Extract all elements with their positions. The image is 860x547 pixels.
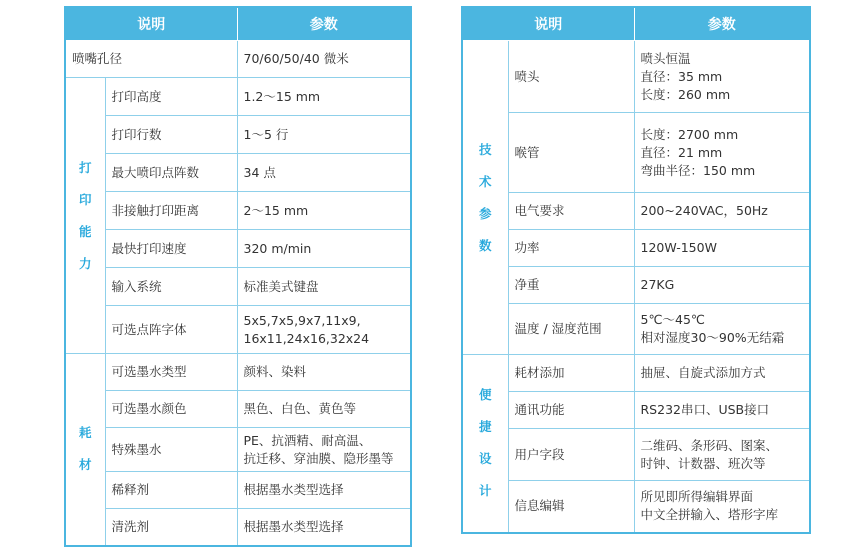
- row-label: 净重: [508, 267, 634, 304]
- row-value: 颜料、染料: [237, 354, 411, 391]
- row-label: 非接触打印距离: [105, 192, 237, 230]
- table-row: [462, 193, 810, 230]
- row-value: RS232串口、USB接口: [634, 392, 810, 429]
- category-consumables: 耗 材: [65, 354, 105, 546]
- row-value: 长度：2700 mm 直径：21 mm 弯曲半径：150 mm: [634, 113, 810, 193]
- table-row: [65, 192, 411, 230]
- table-row: [65, 428, 411, 472]
- row-label: 打印高度: [105, 78, 237, 116]
- row-value: 70/60/50/40 微米: [237, 41, 411, 78]
- row-value: 二维码、条形码、图案、 时钟、计数器、班次等: [634, 429, 810, 481]
- header-param: 参数: [634, 7, 810, 41]
- row-label: 电气要求: [508, 193, 634, 230]
- row-value: 1.2～15 mm: [237, 78, 411, 116]
- row-value: 1～5 行: [237, 116, 411, 154]
- table-row: [462, 481, 810, 533]
- table-row: [65, 116, 411, 154]
- row-label: 功率: [508, 230, 634, 267]
- table-row: [65, 509, 411, 546]
- table-row: [462, 304, 810, 355]
- row-label: 喉管: [508, 113, 634, 193]
- row-value: 根据墨水类型选择: [237, 509, 411, 546]
- table-row: [65, 268, 411, 306]
- spec-table-left: [64, 6, 412, 547]
- table-header-row: [462, 7, 810, 41]
- row-label: 可选墨水类型: [105, 354, 237, 391]
- table-row: [462, 429, 810, 481]
- row-label: 用户字段: [508, 429, 634, 481]
- table-row: [65, 354, 411, 391]
- table-row: [462, 41, 810, 113]
- table-row: [462, 355, 810, 392]
- row-label: 打印行数: [105, 116, 237, 154]
- row-value: 2～15 mm: [237, 192, 411, 230]
- row-label: 可选墨水颜色: [105, 391, 237, 428]
- table-row: [65, 391, 411, 428]
- row-value: PE、抗酒精、耐高温、 抗迁移、穿油膜、隐形墨等: [237, 428, 411, 472]
- header-desc: 说明: [462, 7, 634, 41]
- row-label: 清洗剂: [105, 509, 237, 546]
- category-print-capability: 打 印 能 力: [65, 78, 105, 354]
- category-tech-params: 技 术 参 数: [462, 41, 508, 355]
- row-label: 可选点阵字体: [105, 306, 237, 354]
- table-row: [462, 392, 810, 429]
- row-label: 信息编辑: [508, 481, 634, 533]
- table-row: [462, 267, 810, 304]
- row-label: 特殊墨水: [105, 428, 237, 472]
- table-row: [65, 154, 411, 192]
- table-row: [462, 113, 810, 193]
- header-desc: 说明: [65, 7, 237, 41]
- row-label: 输入系统: [105, 268, 237, 306]
- row-label: 温度 / 湿度范围: [508, 304, 634, 355]
- row-label: 耗材添加: [508, 355, 634, 392]
- row-label: 通讯功能: [508, 392, 634, 429]
- row-value: 200~240VAC，50Hz: [634, 193, 810, 230]
- table-row: [65, 230, 411, 268]
- category-convenient-design: 便 捷 设 计: [462, 355, 508, 533]
- row-value: 34 点: [237, 154, 411, 192]
- row-value: 27KG: [634, 267, 810, 304]
- row-value: 黑色、白色、黄色等: [237, 391, 411, 428]
- table-row: [65, 306, 411, 354]
- row-label: 最快打印速度: [105, 230, 237, 268]
- row-value: 抽屉、自旋式添加方式: [634, 355, 810, 392]
- row-value: 根据墨水类型选择: [237, 472, 411, 509]
- row-label: 喷嘴孔径: [65, 41, 237, 78]
- spec-table-right: [461, 6, 811, 534]
- row-label: 稀释剂: [105, 472, 237, 509]
- row-value: 320 m/min: [237, 230, 411, 268]
- row-value: 5x5,7x5,9x7,11x9, 16x11,24x16,32x24: [237, 306, 411, 354]
- row-label: 最大喷印点阵数: [105, 154, 237, 192]
- table-row: [65, 78, 411, 116]
- table-row: [65, 472, 411, 509]
- row-value: 所见即所得编辑界面 中文全拼输入、塔形字库: [634, 481, 810, 533]
- table-header-row: [65, 7, 411, 41]
- table-row: [65, 41, 411, 78]
- row-label: 喷头: [508, 41, 634, 113]
- row-value: 5℃～45℃ 相对湿度30～90%无结霜: [634, 304, 810, 355]
- header-param: 参数: [237, 7, 411, 41]
- table-row: [462, 230, 810, 267]
- row-value: 标准美式键盘: [237, 268, 411, 306]
- row-value: 120W-150W: [634, 230, 810, 267]
- row-value: 喷头恒温 直径：35 mm 长度：260 mm: [634, 41, 810, 113]
